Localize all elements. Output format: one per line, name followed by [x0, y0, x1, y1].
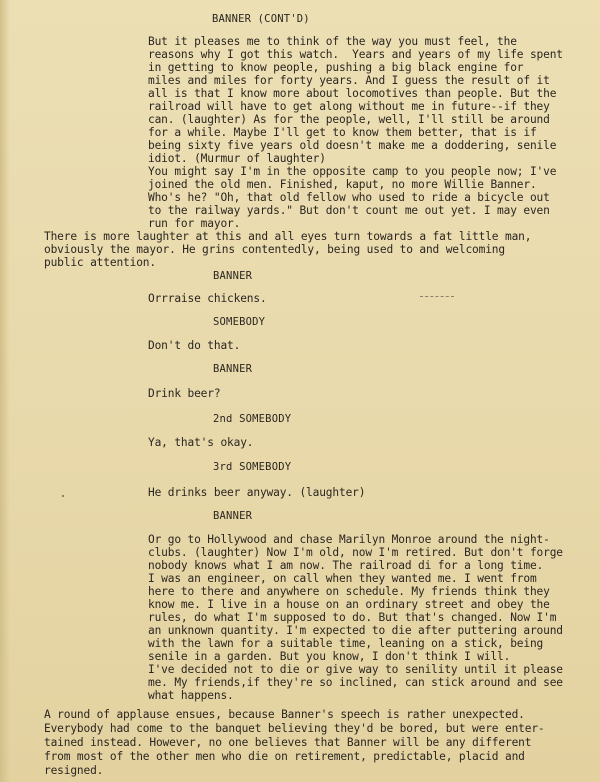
dialogue-line: Orrraise chickens.	[148, 292, 267, 305]
speech-line: all is that I know more about locomotives than people. But the	[148, 87, 557, 100]
speech-line: with the lawn for a suitable time, leaning on a stick, being	[148, 637, 544, 650]
speech-line: me. My friends,if they're so inclined, can stick around and see	[148, 676, 563, 689]
action-line: A round of applause ensues, because Banner's speech is rather unexpected.	[44, 708, 525, 721]
speech-line: joined the old men. Finished, kaput, no more Willie Banner.	[148, 178, 537, 191]
action-line: from most of the other men who die on retirement, predictable, placid and	[44, 750, 525, 763]
action-line: resigned.	[44, 764, 104, 777]
speech-line: I've decided not to die or give way to senility until it please	[148, 663, 563, 676]
speech-line: I was an engineer, on call when they wanted me. I went from	[148, 572, 537, 585]
speech-line: idiot. (Murmur of laughter)	[148, 152, 326, 165]
dialogue-line: He drinks beer anyway. (laughter)	[148, 486, 366, 499]
character-cue: BANNER	[213, 270, 253, 282]
character-cue: BANNER	[213, 510, 253, 522]
character-cue: 3rd SOMEBODY	[213, 461, 292, 473]
speech-line: clubs. (laughter) Now I'm old, now I'm retired. But don't forge	[148, 546, 563, 559]
action-line: obviously the mayor. He grins contentedly, being used to and welcoming	[44, 243, 505, 256]
page-header: BANNER (CONT'D)	[212, 13, 310, 25]
speech-line: being sixty five years old doesn't make me a doddering, senile	[148, 139, 557, 152]
speech-line: run for mayor.	[148, 217, 241, 230]
action-line: Everybody had come to the banquet believing they'd be bored, but were enter-	[44, 722, 545, 735]
page-edge-shadow	[0, 0, 10, 782]
action-line: tained instead. However, no one believes that Banner will be any different	[44, 736, 532, 749]
speech-line: know me. I live in a house on an ordinary street and obey the	[148, 598, 550, 611]
character-cue: BANNER	[213, 363, 253, 375]
action-line: public attention.	[44, 256, 156, 269]
speech-line: miles and miles for forty years. And I guess the result of it	[148, 74, 550, 87]
speech-line: what happens.	[148, 689, 234, 702]
speech-line: You might say I'm in the opposite camp to you people now; I've	[148, 165, 557, 178]
character-cue: SOMEBODY	[213, 316, 266, 328]
speech-line: reasons why I got this watch. Years and years of my life spent	[148, 48, 563, 61]
speech-line: for a while. Maybe I'll get to know them better, that is if	[148, 126, 537, 139]
speech-line: senile in a garden. But you know, I don't think I will.	[148, 650, 511, 663]
speech-line: rules, do what I'm supposed to do. But that's changed. Now I'm	[148, 611, 557, 624]
action-line: There is more laughter at this and all eyes turn towards a fat little man,	[44, 230, 532, 243]
speech-line: to the railway yards." But don't count me out yet. I may even	[148, 204, 550, 217]
ink-speck	[62, 495, 64, 497]
speech-line: railroad will have to get along without me in future--if they	[148, 100, 550, 113]
speech-line: here to there and anywhere on schedule. My friends think they	[148, 585, 550, 598]
dialogue-line: Don't do that.	[148, 339, 241, 352]
speech-line: Who's he? "Oh, that old fellow who used to ride a bicycle out	[148, 191, 550, 204]
speech-line: Or go to Hollywood and chase Marilyn Monroe around the night-	[148, 533, 550, 546]
speech-line: But it pleases me to think of the way you must feel, the	[148, 35, 517, 48]
dialogue-line: Drink beer?	[148, 387, 221, 400]
pencil-dash-mark	[420, 296, 454, 297]
dialogue-line: Ya, that's okay.	[148, 436, 254, 449]
speech-line: nobody knows what I am now. The railroad di for a long time.	[148, 559, 544, 572]
speech-line: can. (laughter) As for the people, well, I'll still be around	[148, 113, 550, 126]
character-cue: 2nd SOMEBODY	[213, 413, 292, 425]
speech-line: in getting to know people, pushing a big black engine for	[148, 61, 524, 74]
speech-line: an unknown quantity. I'm expected to die after puttering around	[148, 624, 563, 637]
